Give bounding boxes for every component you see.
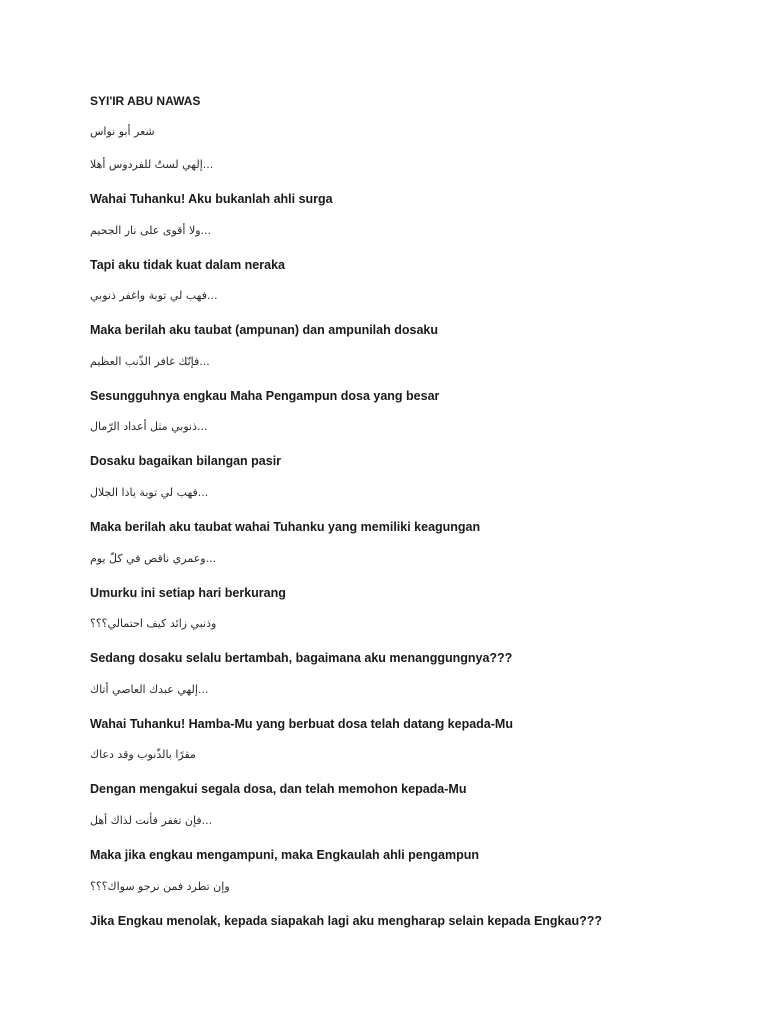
arabic-verse: ذنوبي مثل أعداد الرّمال... — [90, 420, 208, 434]
verse-item — [90, 224, 690, 290]
arabic-verse: ولا أقوى على نار الجحيم... — [90, 223, 212, 237]
verse-translation: Tapi aku tidak kuat dalam neraka — [90, 257, 285, 272]
verse-translation: Maka berilah aku taubat wahai Tuhanku yang memiliki keagungan — [90, 519, 481, 534]
verse-translation: Jika Engkau menolak, kepada siapakah lagi aku mengharap selain kepada Engkau??? — [90, 913, 602, 928]
verse-item — [90, 158, 690, 224]
verse-translation: Sedang dosaku selalu bertambah, bagaimana aku menanggungnya??? — [90, 651, 513, 666]
verse-item — [90, 880, 690, 946]
verse-translation: Dosaku bagaikan bilangan pasir — [90, 454, 282, 469]
arabic-verse: وإن تطرد فمن نرجو سواك؟؟؟ — [90, 879, 230, 893]
arabic-verse: فهب لي توبة واغفر ذنوبي... — [90, 289, 218, 303]
verse-item — [90, 814, 690, 880]
arabic-verse: وعمري ناقص في كلّ يوم... — [90, 551, 217, 565]
verse-translation: Maka jika engkau mengampuni, maka Engkaulah ahli pengampun — [90, 847, 479, 862]
arabic-verse: فإنّك غافر الذّنب العظيم... — [90, 354, 210, 368]
verse-translation: Maka berilah aku taubat (ampunan) dan ampunilah dosaku — [90, 323, 438, 338]
arabic-verse: إلهي لستُ للفردوس أهلا... — [90, 158, 214, 171]
verse-translation: Wahai Tuhanku! Hamba-Mu yang berbuat dosa telah datang kepada-Mu — [90, 716, 513, 731]
verse-translation: Umurku ini setiap hari berkurang — [90, 585, 286, 600]
verse-list — [90, 158, 690, 945]
verse-item — [90, 617, 690, 683]
arabic-verse: إلهي عبدك العاصي أتاك... — [90, 682, 209, 696]
arabic-verse: وذنبي زائد كيف احتمالي؟؟؟ — [90, 617, 217, 631]
verse-translation: Wahai Tuhanku! Aku bukanlah ahli surga — [90, 192, 333, 206]
verse-item — [90, 683, 690, 749]
verse-item — [90, 355, 690, 421]
arabic-title: شعر أبو نواس — [90, 125, 155, 138]
arabic-verse: مقرًا بالذّنوب وقد دعاك — [90, 748, 196, 762]
arabic-verse: فهب لي توبة ياذا الجلال... — [90, 485, 209, 499]
verse-item — [90, 486, 690, 552]
poem-title: SYI'IR ABU NAWAS — [90, 94, 201, 108]
verse-item — [90, 289, 690, 355]
arabic-verse: فإن تغفر فأنت لذاك أهل... — [90, 813, 213, 827]
verse-item — [90, 420, 690, 486]
verse-item — [90, 552, 690, 618]
verse-translation: Dengan mengakui segala dosa, dan telah memohon kepada-Mu — [90, 782, 467, 797]
verse-item — [90, 748, 690, 814]
verse-translation: Sesungguhnya engkau Maha Pengampun dosa yang besar — [90, 388, 440, 403]
